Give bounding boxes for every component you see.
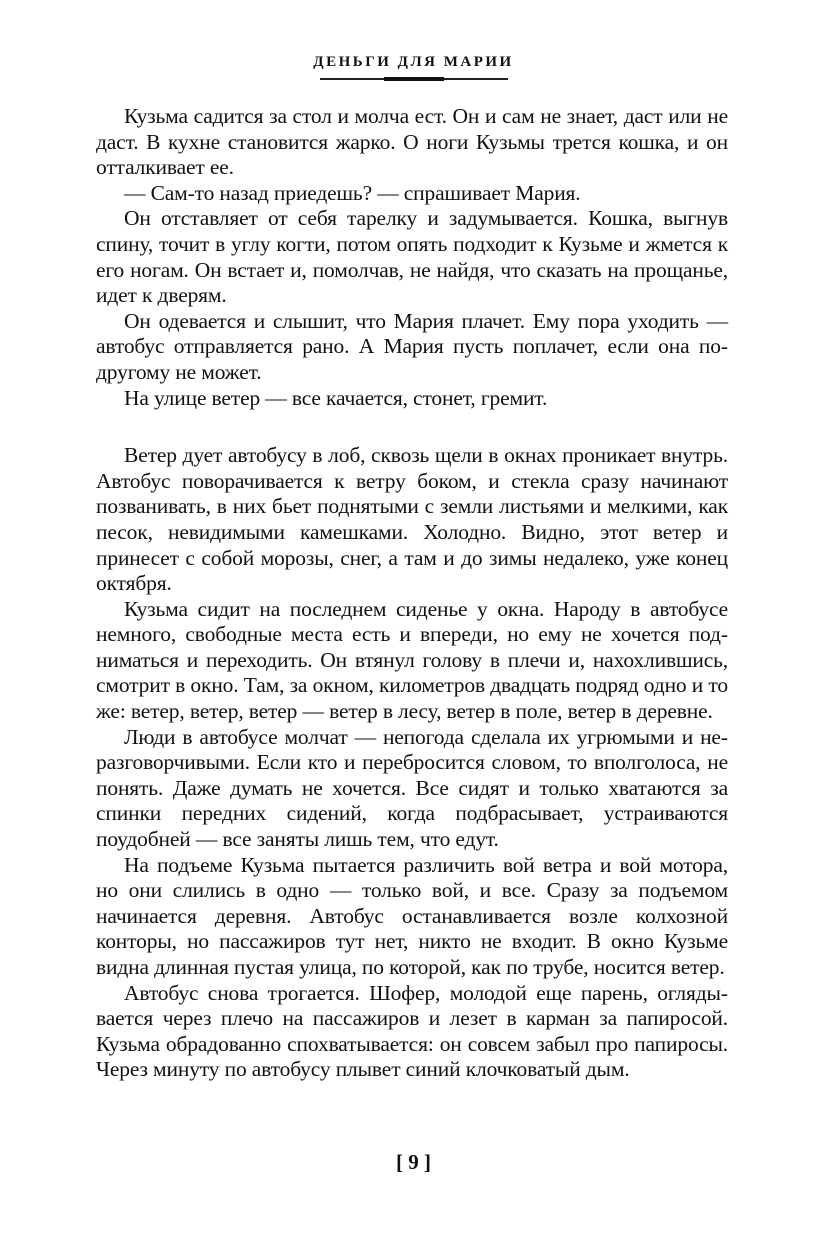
paragraph: Люди в автобусе молчат — непогода сделала их угрюмыми и неразговорчивыми. Если кто и перебросится словом, то вполголоса, не понять. Даже думать не хочется. Все сидят и только хватаются за спинки передних сидений, когда подбрасывает, устраиваются поудобней — все заняты лишь тем, что едут. — [96, 724, 728, 852]
paragraph: Кузьма садится за стол и молча ест. Он и сам не знает, даст или не даст. В кухне становится жарко. О ноги Кузьмы трется кошка, и он отталкивает ее. — [96, 104, 728, 180]
running-head-title: ДЕНЬГИ ДЛЯ МАРИИ — [313, 54, 514, 70]
paragraph: Он одевается и слышит, что Мария плачет. Ему пора уходить — автобус отправляется рано. А Мария пусть поплачет, если она подругому не может. — [96, 308, 728, 384]
page-number: [ 9 ] — [396, 1150, 431, 1174]
running-head-rule — [320, 78, 508, 80]
paragraph: На улице ветер — все качается, стонет, гремит. — [124, 385, 548, 410]
paragraph: На подъеме Кузьма пытается различить вой ветра и вой мотора, но они слились в одно — только вой, и все. Сразу за подъемом начинается деревня. Автобус останавливается возле колхозной конторы, но пассажиров тут нет, никто не входит. В окно Кузьме видна длинная пустая улица, по которой, как по трубе, носится ветер. — [96, 852, 728, 979]
paragraph: — Сам-то назад приедешь? — спрашивает Мария. — [124, 180, 581, 205]
paragraph: Ветер дует автобусу в лоб, сквозь щели в окнах проникает внутрь. Автобус поворачивается к ветру боком, и стекла сразу начинают позванивать, в них бьет поднятыми с земли листьями и мелкими, как песок, невидимыми камешками. Холодно. Видно, этот ветер и принесет с собой морозы, снег, а там и до зимы недалеко, уже конец октября. — [96, 443, 728, 596]
paragraph: Кузьма сидит на последнем сиденье у окна. Народу в автобусе немного, свободные места есть и впереди, но ему не хочется подниматься и переходить. Он втянул голову в плечи и, нахохлившись, смотрит в окно. Там, за окном, километров двадцать подряд одно и то же: ветер, ветер, ветер — ветер в лесу, ветер в поле, ветер в деревне. — [96, 596, 728, 724]
body-text — [96, 104, 728, 1083]
paragraph: Автобус снова трогается. Шофер, молодой еще парень, оглядывается через плечо на пассажиров и лезет в карман за папиросой. Кузьма обрадованно спохватывается: он совсем забыл про папиросы. Через минуту по автобусу плывет синий клочковатый дым. — [96, 980, 728, 1082]
paragraph: Он отставляет от себя тарелку и задумывается. Кошка, выгнув спину, точит в углу когти, потом опять подходит к Кузьме и жмется к его ногам. Он встает и, помолчав, не найдя, что сказать на прощанье, идет к дверям. — [96, 206, 728, 308]
running-head — [0, 52, 827, 80]
section-break — [96, 411, 728, 443]
